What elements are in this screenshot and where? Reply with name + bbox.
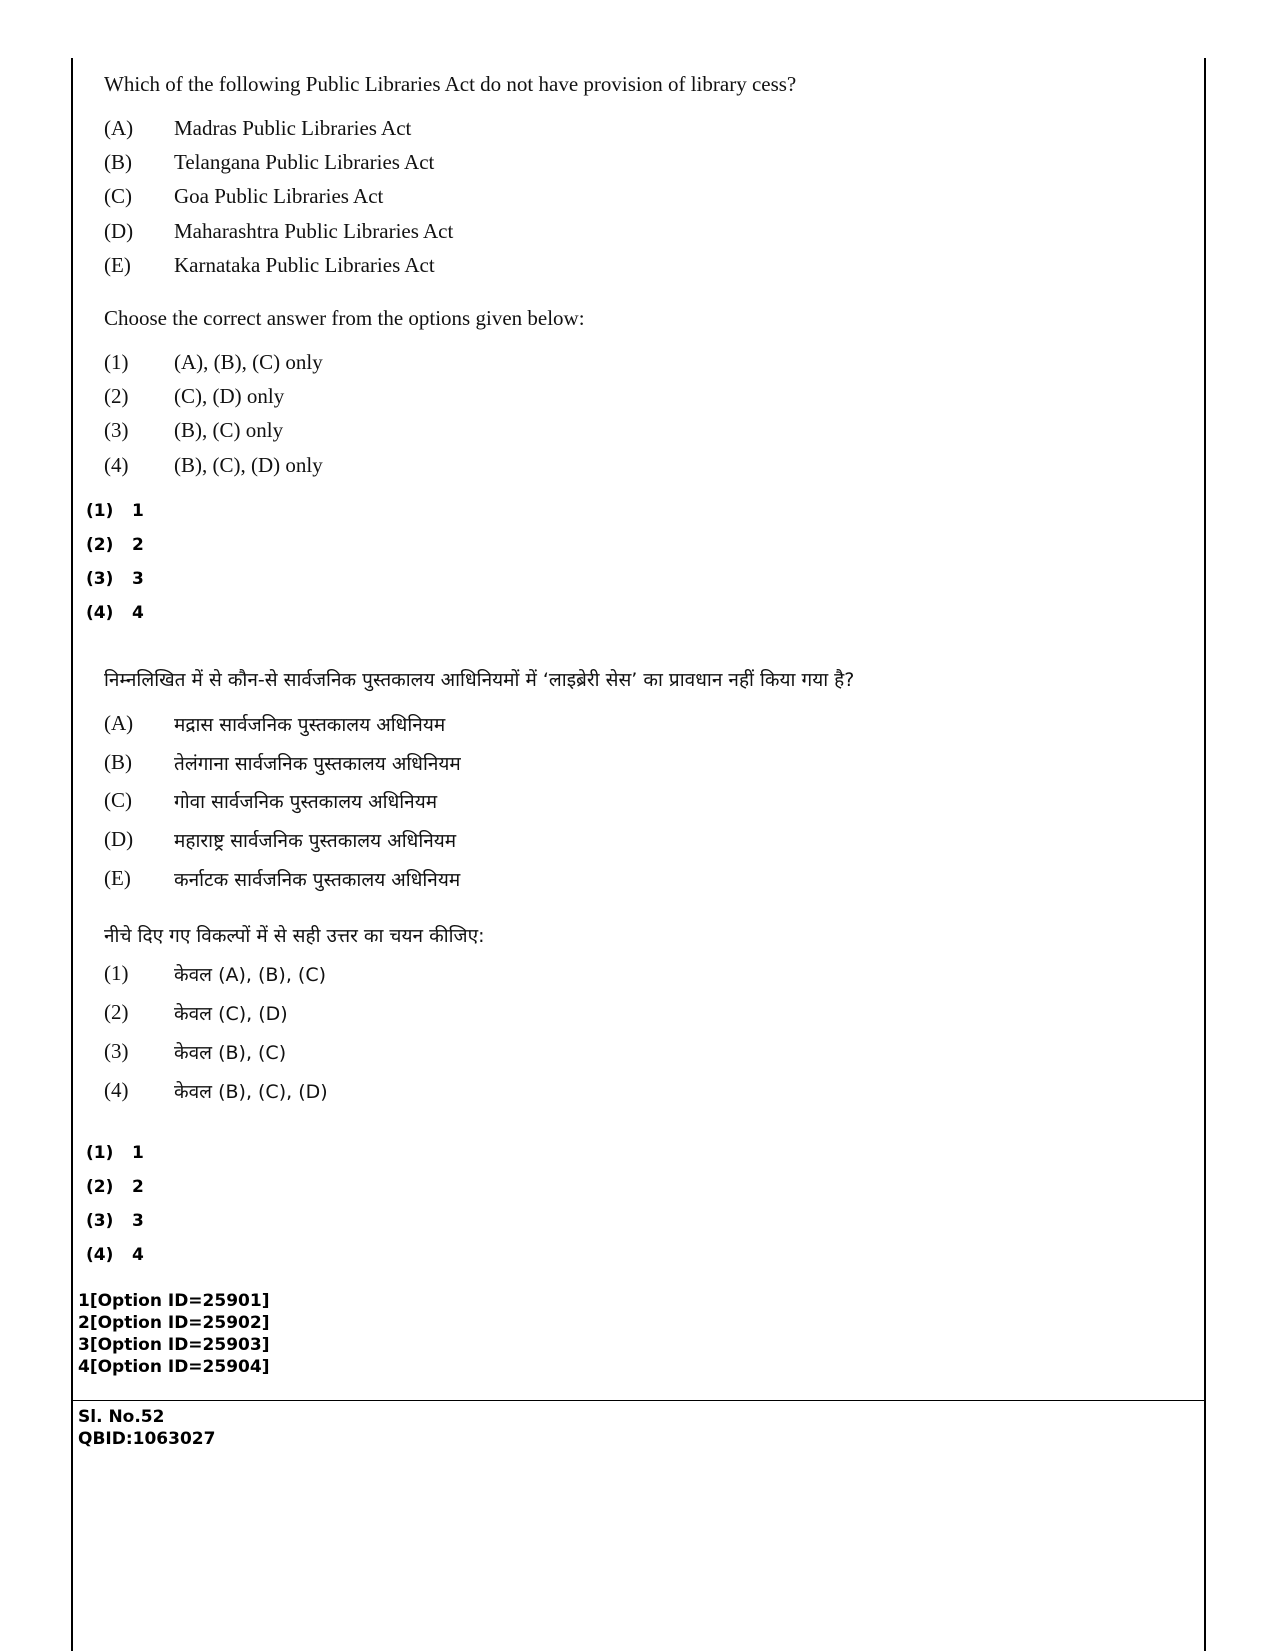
statement-text: Karnataka Public Libraries Act (174, 253, 435, 277)
choice-text: (A), (B), (C) only (174, 350, 323, 374)
choice-label: (1) (104, 961, 129, 985)
statement-text: कर्नाटक सार्वजनिक पुस्तकालय अधिनियम (174, 869, 461, 891)
answer-option[interactable]: (3) 3 (86, 1211, 144, 1231)
choice-text: केवल (C), (D) (174, 1003, 288, 1025)
instruction-english: Choose the correct answer from the options given below: (104, 306, 585, 330)
statement-text: महाराष्ट्र सार्वजनिक पुस्तकालय अधिनियम (174, 830, 457, 852)
choice-text: केवल (B), (C) (174, 1042, 287, 1064)
statement-label: (C) (104, 788, 132, 812)
statement-label: (E) (104, 866, 131, 890)
statement-label: (B) (104, 150, 132, 174)
instruction-hindi: नीचे दिए गए विकल्पों में से सही उत्तर का चयन कीजिए: (104, 925, 485, 947)
statement-label: (D) (104, 219, 134, 243)
page-border-left (71, 58, 73, 1651)
choice-text: (B), (C), (D) only (174, 453, 323, 477)
option-id-list (78, 1290, 269, 1378)
choice-text: (B), (C) only (174, 418, 284, 442)
statement-text: तेलंगाना सार्वजनिक पुस्तकालय अधिनियम (174, 753, 461, 775)
statement-text: Maharashtra Public Libraries Act (174, 219, 454, 243)
answer-option[interactable]: (2) 2 (86, 1177, 144, 1197)
choice-label: (4) (104, 1078, 129, 1102)
choice-label: (2) (104, 384, 129, 408)
choice-label: (3) (104, 418, 129, 442)
statement-label: (B) (104, 750, 132, 774)
choice-label: (4) (104, 453, 129, 477)
question-divider (72, 1400, 1205, 1401)
statement-text: गोवा सार्वजनिक पुस्तकालय अधिनियम (174, 791, 438, 813)
choice-text: (C), (D) only (174, 384, 285, 408)
statement-label: (D) (104, 827, 134, 851)
choice-text: केवल (A), (B), (C) (174, 964, 327, 986)
option-id: 1[Option ID=25901] (78, 1291, 270, 1311)
page-border-right (1204, 58, 1206, 1651)
question-english: Which of the following Public Libraries Act do not have provision of library cess? (104, 72, 797, 96)
choice-text: केवल (B), (C), (D) (174, 1081, 328, 1103)
option-id: 2[Option ID=25902] (78, 1313, 270, 1333)
statement-label: (A) (104, 116, 134, 140)
answer-option[interactable]: (2) 2 (86, 535, 144, 555)
statement-text: Goa Public Libraries Act (174, 184, 384, 208)
choice-label: (2) (104, 1000, 129, 1024)
statement-label: (E) (104, 253, 131, 277)
statement-text: Madras Public Libraries Act (174, 116, 412, 140)
choice-label: (3) (104, 1039, 129, 1063)
qbid: QBID:1063027 (78, 1429, 216, 1449)
serial-number: Sl. No.52 (78, 1407, 165, 1427)
statement-label: (A) (104, 711, 134, 735)
answer-option[interactable]: (1) 1 (86, 501, 144, 521)
answer-option[interactable]: (4) 4 (86, 1245, 144, 1265)
statement-text: मद्रास सार्वजनिक पुस्तकालय अधिनियम (174, 714, 446, 736)
statement-label: (C) (104, 184, 132, 208)
option-id: 4[Option ID=25904] (78, 1357, 270, 1377)
question-hindi: निम्नलिखित में से कौन-से सार्वजनिक पुस्तकालय आधिनियमों में ‘लाइब्रेरी सेस’ का प्रावधान नहीं किया गया है? (104, 669, 855, 691)
statement-text: Telangana Public Libraries Act (174, 150, 435, 174)
answer-option[interactable]: (1) 1 (86, 1143, 144, 1163)
answer-option[interactable]: (4) 4 (86, 603, 144, 623)
answer-option[interactable]: (3) 3 (86, 569, 144, 589)
option-id: 3[Option ID=25903] (78, 1335, 270, 1355)
choice-label: (1) (104, 350, 129, 374)
next-question-header (78, 1406, 215, 1450)
